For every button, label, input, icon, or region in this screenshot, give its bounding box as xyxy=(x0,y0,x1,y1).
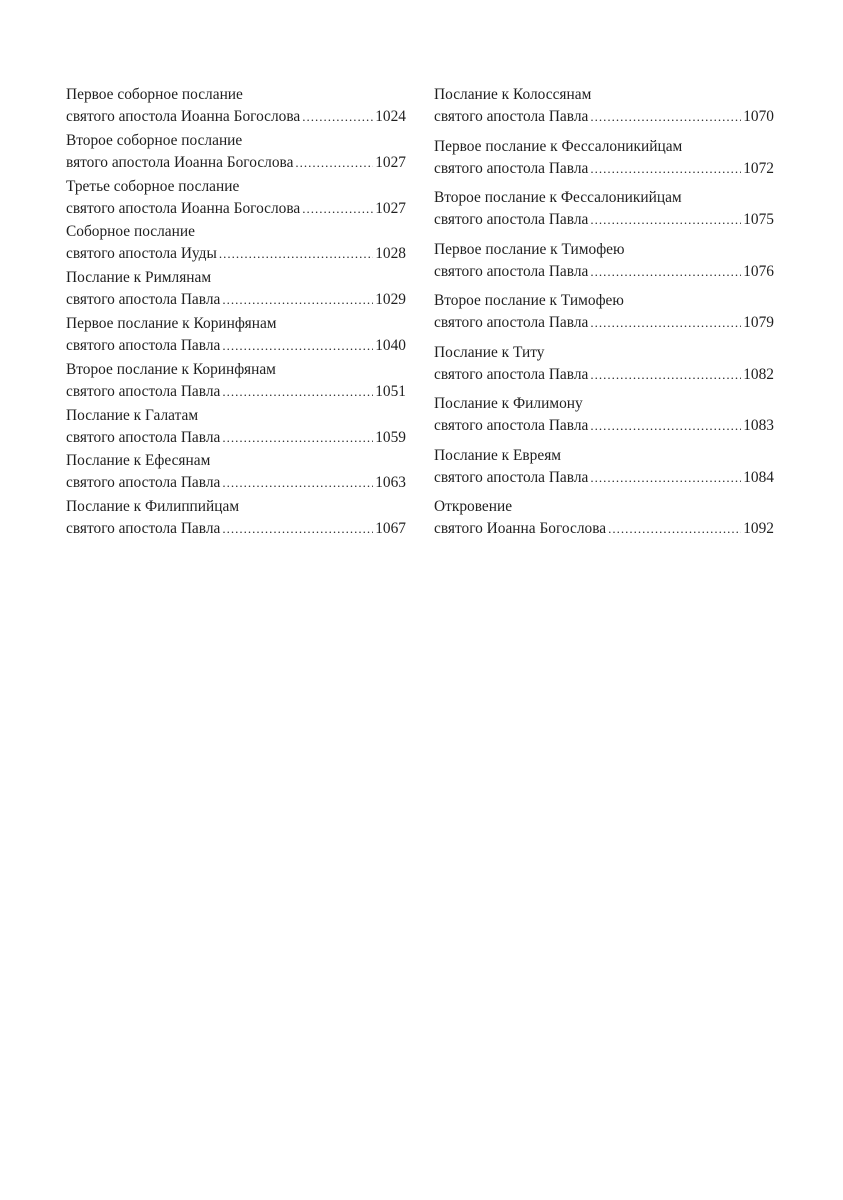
dot-leader xyxy=(219,243,373,265)
toc-entry-page: 1075 xyxy=(743,211,774,228)
toc-entry xyxy=(66,130,406,176)
toc-entry xyxy=(66,496,406,542)
toc-entry-title: Послание к Евреям xyxy=(434,446,562,464)
toc-entry-title: Первое соборное послание xyxy=(66,86,243,103)
toc-entry-line xyxy=(434,364,774,386)
toc-entry-subtitle: святого Иоанна Богослова xyxy=(434,520,607,537)
toc-entry xyxy=(434,496,774,548)
toc-entry xyxy=(434,342,774,394)
toc-entry-line xyxy=(434,209,774,231)
toc-entry-subtitle: вятого апостола Иоанна Богослова xyxy=(66,153,294,171)
toc-entry xyxy=(434,290,774,342)
toc-entry xyxy=(66,84,406,130)
toc-entry-page: 1076 xyxy=(743,262,774,280)
toc-entry-title: Первое послание к Коринфянам xyxy=(66,314,277,332)
toc-entry-line xyxy=(66,289,406,311)
toc-left-column xyxy=(66,84,406,542)
toc-entry-page: 1067 xyxy=(375,520,406,538)
toc-entry-line xyxy=(66,243,406,265)
toc-entry-title: Третье соборное послание xyxy=(66,177,240,195)
dot-leader xyxy=(222,335,373,357)
dot-leader xyxy=(590,415,741,437)
toc-entry xyxy=(66,313,406,359)
toc-entry-page: 1024 xyxy=(375,108,406,125)
toc-entry-title: Послание к Римлянам xyxy=(66,269,212,287)
toc-entry xyxy=(434,239,774,291)
toc-entry-title: Откровение xyxy=(434,498,513,515)
toc-entry-line xyxy=(66,198,406,220)
toc-entry-page: 1028 xyxy=(375,245,406,263)
dot-leader xyxy=(590,467,741,489)
toc-entry-title: Второе послание к Фессалоникийцам xyxy=(434,189,682,206)
toc-entry-subtitle: святого апостола Павла xyxy=(66,382,221,400)
toc-entry-line xyxy=(434,518,774,540)
dot-leader xyxy=(295,152,373,174)
toc-entry-line xyxy=(434,467,774,489)
toc-entry xyxy=(434,393,774,445)
toc-entry-subtitle: святого апостола Павла xyxy=(434,314,589,331)
toc-entry xyxy=(434,187,774,239)
toc-entry-title: Послание к Ефесянам xyxy=(66,452,211,470)
toc-entry-page: 1070 xyxy=(743,108,774,125)
toc-entry-line xyxy=(66,518,406,540)
toc-entry xyxy=(434,136,774,188)
dot-leader xyxy=(590,158,741,180)
toc-entry-subtitle: святого апостола Павла xyxy=(66,291,221,309)
toc-entry-page: 1092 xyxy=(743,520,774,537)
toc-entry-line xyxy=(434,415,774,437)
toc-entry-subtitle: святого апостола Павла xyxy=(434,211,589,228)
toc-entry xyxy=(66,450,406,496)
toc-entry-title: Послание к Галатам xyxy=(66,406,199,424)
toc-entry-title: Первое послание к Фессалоникийцам xyxy=(434,137,683,155)
toc-entry-subtitle: святого апостола Павла xyxy=(66,520,221,538)
toc-entry-line xyxy=(66,381,406,403)
dot-leader xyxy=(590,364,741,386)
toc-entry xyxy=(66,405,406,451)
toc-entry xyxy=(66,176,406,222)
dot-leader xyxy=(302,198,373,220)
toc-entry-line xyxy=(66,335,406,357)
toc-entry-page: 1040 xyxy=(375,336,406,354)
toc-entry-subtitle: святого апостола Иоанна Богослова xyxy=(66,108,301,125)
toc-entry xyxy=(66,267,406,313)
toc-entry-title: Второе послание к Коринфянам xyxy=(66,360,276,378)
toc-right-column xyxy=(434,84,774,548)
toc-entry-line xyxy=(66,427,406,449)
dot-leader xyxy=(302,106,373,128)
toc-entry-line xyxy=(434,158,774,180)
dot-leader xyxy=(590,261,741,283)
toc-entry-page: 1029 xyxy=(375,291,406,309)
toc-entry-page: 1079 xyxy=(743,314,774,331)
toc-entry-page: 1084 xyxy=(743,468,774,486)
toc-entry-line xyxy=(66,152,406,174)
toc-entry xyxy=(434,445,774,497)
toc-entry-page: 1027 xyxy=(375,199,406,217)
dot-leader xyxy=(222,289,373,311)
toc-entry-subtitle: святого апостола Павла xyxy=(434,262,589,280)
toc-entry-page: 1063 xyxy=(375,474,406,492)
toc-entry-page: 1082 xyxy=(743,365,774,383)
toc-entry-subtitle: святого апостола Иоанна Богослова xyxy=(66,199,301,217)
dot-leader xyxy=(222,472,373,494)
toc-entry-subtitle: святого апостола Павла xyxy=(66,336,221,354)
toc-entry xyxy=(434,84,774,136)
dot-leader xyxy=(222,518,373,540)
dot-leader xyxy=(608,518,741,540)
toc-entry-page: 1059 xyxy=(375,428,406,446)
toc-entry xyxy=(66,359,406,405)
toc-entry-title: Послание к Филиппийцам xyxy=(66,498,240,516)
toc-entry-subtitle: святого апостола Павла xyxy=(434,159,589,177)
toc-entry-title: Первое послание к Тимофею xyxy=(434,240,625,258)
toc-entry-page: 1083 xyxy=(743,417,774,434)
toc-entry-subtitle: святого апостола Иуды xyxy=(66,245,217,263)
toc-entry-line xyxy=(434,261,774,283)
dot-leader xyxy=(590,106,741,128)
toc-entry-subtitle: святого апостола Павла xyxy=(66,428,221,446)
toc-entry-page: 1072 xyxy=(743,159,774,177)
toc-entry xyxy=(66,221,406,267)
toc-entry-page: 1051 xyxy=(375,382,406,400)
toc-entry-title: Соборное послание xyxy=(66,223,195,241)
toc-entry-line xyxy=(434,312,774,334)
toc-entry-title: Второе соборное послание xyxy=(66,131,243,149)
dot-leader xyxy=(222,427,373,449)
toc-entry-line xyxy=(66,106,406,128)
toc-entry-line xyxy=(66,472,406,494)
toc-entry-title: Послание к Колоссянам xyxy=(434,86,592,103)
dot-leader xyxy=(590,209,741,231)
toc-entry-title: Послание к Титу xyxy=(434,343,545,361)
toc-entry-page: 1027 xyxy=(375,153,406,171)
toc-entry-line xyxy=(434,106,774,128)
toc-entry-subtitle: святого апостола Павла xyxy=(434,468,589,486)
toc-entry-subtitle: святого апостола Павла xyxy=(434,108,589,125)
toc-entry-subtitle: святого апостола Павла xyxy=(66,474,221,492)
dot-leader xyxy=(590,312,741,334)
toc-entry-title: Послание к Филимону xyxy=(434,395,583,412)
toc-entry-subtitle: святого апостола Павла xyxy=(434,365,589,383)
toc-entry-title: Второе послание к Тимофею xyxy=(434,292,624,309)
toc-entry-subtitle: святого апостола Павла xyxy=(434,417,589,434)
dot-leader xyxy=(222,381,373,403)
